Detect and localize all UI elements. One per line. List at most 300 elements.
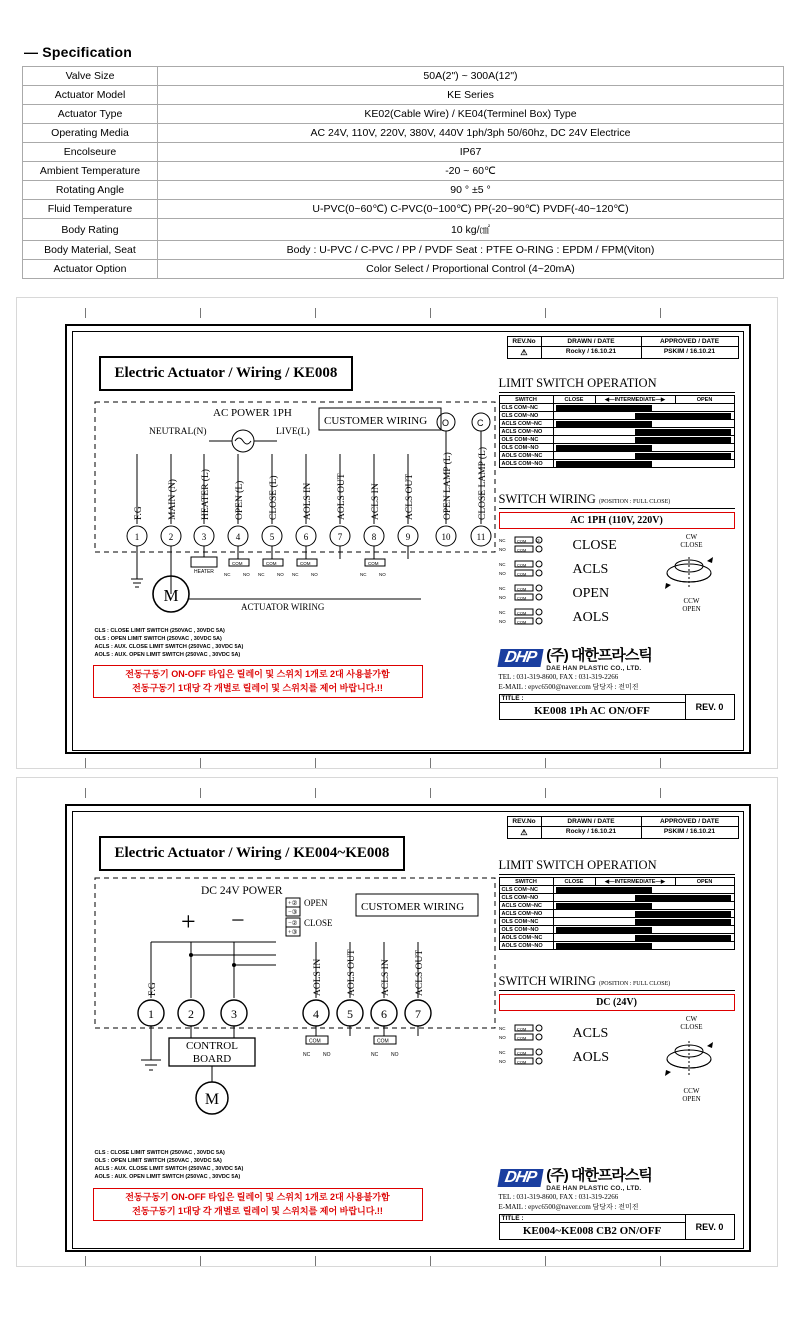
wiring-schematic	[91, 394, 531, 624]
lsop-h-intermediate: ◀—INTERMEDIATE—▶	[595, 878, 675, 886]
svg-text:−: −	[230, 908, 245, 934]
svg-text:MAIN (N): MAIN (N)	[167, 479, 178, 520]
company-name-en: DAE HAN PLASTIC CO., LTD.	[546, 665, 642, 672]
svg-text:COM: COM	[367, 561, 378, 566]
drawing-heading: Electric Actuator / Wiring / KE004~KE008	[99, 836, 406, 871]
svg-text:O: O	[441, 418, 449, 428]
sheet-inner-frame	[72, 331, 744, 751]
document-page	[0, 44, 793, 1267]
table-row	[23, 67, 784, 86]
lsop-row-bar	[553, 436, 734, 444]
drawing-sheet-ke004-ke008	[16, 777, 778, 1267]
table-row	[499, 894, 734, 902]
ruler-ticks-bottom	[25, 758, 769, 770]
svg-text:C: C	[476, 418, 483, 428]
svg-text:COM: COM	[231, 561, 242, 566]
legend-line: ACLS : AUX. CLOSE LIMIT SWITCH (250VAC , 30VDC 5A)	[94, 1165, 244, 1172]
title-label: TITLE :	[500, 1215, 685, 1223]
spec-key: Fluid Temperature	[23, 200, 158, 219]
svg-text:2: 2	[168, 532, 173, 542]
table-row	[499, 942, 734, 950]
switch-label: AOLS	[572, 1050, 610, 1065]
legend-line: OLS : OPEN LIMIT SWITCH (250VAC , 30VDC 5A)	[94, 1157, 222, 1164]
lsop-h-close: CLOSE	[553, 878, 595, 886]
switch-wiring-title-text: SWITCH WIRING	[498, 974, 596, 988]
legend-line: ACLS : AUX. CLOSE LIMIT SWITCH (250VAC , 30VDC 5A)	[94, 643, 244, 650]
company-email: E-MAIL : epvc6500@naver.com 담당자 : 전미진	[498, 1203, 639, 1212]
table-row	[499, 460, 734, 468]
rotation-icon	[649, 1031, 729, 1087]
spec-value: Color Select / Proportional Control (4~20mA)	[158, 260, 784, 279]
svg-text:ACLS IN: ACLS IN	[370, 483, 381, 520]
warning-line: 전동구동기 1대당 각 개별로 릴레이 및 스위치를 제어 바랍니다.!!	[132, 1205, 383, 1216]
lsop-row-label: ACLS COM~NC	[499, 902, 553, 910]
svg-text:NO: NO	[498, 1035, 506, 1040]
switch-symbol	[499, 1047, 569, 1069]
spec-value: KE02(Cable Wire) / KE04(Terminel Box) Type	[158, 105, 784, 124]
limit-switch-table	[499, 877, 735, 950]
svg-text:NO: NO	[378, 572, 386, 577]
spec-key: Encolseure	[23, 143, 158, 162]
svg-text:OPEN (L): OPEN (L)	[234, 480, 245, 520]
svg-text:7: 7	[337, 532, 342, 542]
svg-text:ACLS OUT: ACLS OUT	[414, 949, 425, 996]
power-type-box: AC 1PH (110V, 220V)	[499, 512, 735, 529]
svg-text:+: +	[180, 907, 196, 936]
drawing-heading: Electric Actuator / Wiring / KE008	[99, 356, 354, 391]
lsop-row-label: AOLS COM~NC	[499, 452, 553, 460]
switch-label: AOLS	[572, 610, 610, 625]
table-row	[499, 926, 734, 934]
table-header-row	[499, 878, 734, 886]
switch-label: ACLS	[572, 1026, 609, 1041]
svg-text:COM: COM	[516, 571, 526, 577]
rotation-diagram	[649, 1015, 735, 1103]
svg-text:10: 10	[441, 532, 450, 542]
svg-text:CONTROL: CONTROL	[185, 1040, 238, 1052]
svg-text:COM: COM	[376, 1038, 389, 1045]
svg-text:NC: NC	[498, 586, 505, 591]
titleblock-drawn-value: Rocky / 16.10.21	[542, 827, 642, 838]
svg-text:6: 6	[303, 532, 308, 542]
titleblock	[507, 336, 739, 359]
table-row	[23, 143, 784, 162]
table-row	[499, 910, 734, 918]
svg-text:COM: COM	[265, 561, 276, 566]
spec-key: Body Material, Seat	[23, 241, 158, 260]
titleblock-drawn-header: DRAWN / DATE	[542, 337, 642, 346]
svg-text:OPEN LAMP (L): OPEN LAMP (L)	[442, 452, 453, 520]
cw-close-label: CLOSE	[680, 541, 703, 549]
title-label: TITLE :	[500, 695, 685, 703]
svg-text:COM: COM	[516, 595, 526, 601]
svg-text:COM: COM	[299, 561, 310, 566]
lsop-row-label: CLS COM~NC	[499, 886, 553, 894]
warning-message	[93, 665, 423, 698]
svg-text:COM: COM	[516, 1026, 526, 1032]
switch-wiring-panel	[499, 974, 735, 1103]
lsop-row-label: AOLS COM~NO	[499, 460, 553, 468]
titleblock-drawn-header: DRAWN / DATE	[542, 817, 642, 826]
titleblock	[507, 816, 739, 839]
switch-terminal-aols	[499, 607, 649, 629]
spec-key: Actuator Model	[23, 86, 158, 105]
svg-text:NC: NC	[498, 1026, 505, 1031]
switch-symbol	[499, 535, 569, 557]
switch-symbol	[499, 583, 569, 605]
warning-message	[93, 1188, 423, 1221]
svg-text:CLOSE: CLOSE	[303, 918, 333, 928]
lsop-h-intermediate: ◀—INTERMEDIATE—▶	[595, 396, 675, 404]
svg-text:NO: NO	[498, 619, 506, 624]
limit-switch-title: LIMIT SWITCH OPERATION	[499, 376, 735, 393]
svg-text:M: M	[162, 586, 179, 605]
svg-text:DC 24V POWER: DC 24V POWER	[200, 885, 283, 897]
lsop-row-bar	[553, 894, 734, 902]
switch-label: CLOSE	[572, 538, 617, 553]
rotation-diagram	[649, 533, 735, 631]
legend-block	[95, 1150, 244, 1182]
table-row	[499, 934, 734, 942]
company-name-ko: (주) 대한프라스틱	[546, 647, 652, 664]
svg-text:NO: NO	[310, 572, 318, 577]
spec-key: Ambient Temperature	[23, 162, 158, 181]
svg-text:AOLS IN: AOLS IN	[312, 958, 323, 996]
ccw-label: CCW	[683, 1087, 700, 1095]
spec-value: 90 ° ±5 °	[158, 181, 784, 200]
svg-text:①: ①	[536, 538, 540, 543]
svg-text:NC: NC	[257, 572, 264, 577]
svg-text:F.G: F.G	[133, 506, 144, 520]
spec-value: 10 kg/㎠	[158, 219, 784, 241]
drawing-title-row	[499, 1214, 735, 1240]
titleblock-rev-header: REV.No	[508, 817, 542, 826]
svg-text:11: 11	[476, 532, 485, 542]
svg-text:3: 3	[201, 532, 206, 542]
svg-text:7: 7	[414, 1007, 421, 1021]
titleblock-approved-value: PSKIM / 16.10.21	[663, 348, 716, 355]
svg-text:NC: NC	[498, 562, 505, 567]
wiring-schematic-svg	[91, 394, 531, 629]
table-row	[499, 902, 734, 910]
spec-value: IP67	[158, 143, 784, 162]
warning-line: 전동구동기 ON-OFF 타입은 릴레이 및 스위치 1개로 2대 사용불가함	[125, 669, 390, 679]
table-row	[23, 105, 784, 124]
company-block	[499, 644, 735, 720]
lsop-row-label: OLS COM~NC	[499, 436, 553, 444]
switch-label: OPEN	[572, 586, 610, 601]
spec-key: Actuator Type	[23, 105, 158, 124]
lsop-row-bar	[553, 910, 734, 918]
table-row	[499, 436, 734, 444]
company-name-en: DAE HAN PLASTIC CO., LTD.	[546, 1185, 642, 1192]
switch-symbol	[499, 1023, 569, 1045]
lsop-row-bar	[553, 452, 734, 460]
svg-text:5: 5	[269, 532, 274, 542]
spec-key: Operating Media	[23, 124, 158, 143]
lsop-h-close: CLOSE	[553, 396, 595, 404]
lsop-row-label: ACLS COM~NO	[499, 910, 553, 918]
svg-text:F.G: F.G	[147, 982, 158, 996]
svg-text:CLOSE (L): CLOSE (L)	[268, 475, 279, 520]
table-row	[499, 404, 734, 412]
svg-text:5: 5	[346, 1007, 353, 1021]
lsop-row-label: CLS COM~NC	[499, 404, 553, 412]
company-block	[499, 1164, 735, 1240]
ruler-ticks-bottom	[25, 1256, 769, 1268]
spec-value: AC 24V, 110V, 220V, 380V, 440V 1ph/3ph 50/60hz, DC 24V Electrice	[158, 124, 784, 143]
svg-text:COM: COM	[516, 619, 526, 625]
spec-value: 50A(2") ~ 300A(12")	[158, 67, 784, 86]
lsop-h-open: OPEN	[675, 878, 734, 886]
svg-text:NEUTRAL(N): NEUTRAL(N)	[148, 427, 207, 437]
lsop-h-switch: SWITCH	[499, 396, 553, 404]
svg-text:NC: NC	[302, 1052, 310, 1058]
lsop-row-bar	[553, 926, 734, 934]
titleblock-rev-header: REV.No	[508, 337, 542, 346]
ruler-ticks-top	[25, 308, 769, 320]
ruler-ticks-top	[25, 788, 769, 800]
svg-text:+③: +③	[287, 929, 297, 936]
specification-table	[22, 66, 784, 279]
svg-text:CUSTOMER WIRING: CUSTOMER WIRING	[323, 415, 427, 427]
svg-text:OPEN: OPEN	[303, 898, 328, 908]
switch-terminal-open	[499, 583, 649, 605]
lsop-h-switch: SWITCH	[499, 878, 553, 886]
svg-text:LIVE(L): LIVE(L)	[275, 427, 310, 437]
lsop-row-label: AOLS COM~NO	[499, 942, 553, 950]
table-row	[499, 886, 734, 894]
switch-terminal-close	[499, 535, 649, 557]
table-row	[23, 124, 784, 143]
legend-line: AOLS : AUX. OPEN LIMIT SWITCH (250VAC , 30VDC 5A)	[94, 651, 241, 658]
lsop-row-label: ACLS COM~NC	[499, 420, 553, 428]
svg-text:3: 3	[230, 1007, 237, 1021]
cw-label: CW	[685, 1015, 698, 1023]
sheet-frame	[65, 804, 751, 1252]
lsop-row-bar	[553, 942, 734, 950]
ccw-open-label: OPEN	[682, 605, 701, 613]
table-header-row	[499, 396, 734, 404]
svg-text:COM: COM	[516, 547, 526, 553]
dhp-logo: DHP	[497, 1169, 543, 1187]
svg-text:1: 1	[134, 532, 139, 542]
company-tel: TEL : 031-319-8600, FAX : 031-319-2266	[498, 1193, 619, 1201]
svg-text:9: 9	[405, 532, 410, 542]
table-row	[23, 86, 784, 105]
warning-line: 전동구동기 ON-OFF 타입은 릴레이 및 스위치 1개로 2대 사용불가함	[125, 1192, 390, 1202]
lsop-h-open: OPEN	[675, 396, 734, 404]
svg-text:+②: +②	[287, 900, 297, 907]
svg-text:NO: NO	[242, 572, 250, 577]
switch-symbol	[499, 559, 569, 581]
lsop-row-bar	[553, 428, 734, 436]
limit-switch-operation-panel	[499, 376, 735, 468]
table-row	[23, 260, 784, 279]
sheet-frame	[65, 324, 751, 754]
svg-text:NO: NO	[498, 547, 506, 552]
company-email: E-MAIL : epvc6500@naver.com 담당자 : 전미진	[498, 683, 639, 692]
lsop-row-label: OLS COM~NO	[499, 926, 553, 934]
svg-text:AC POWER 1PH: AC POWER 1PH	[212, 407, 292, 419]
titleblock-approved-header: APPROVED / DATE	[659, 818, 720, 825]
svg-text:BOARD: BOARD	[192, 1053, 231, 1065]
svg-text:COM: COM	[516, 1035, 526, 1041]
svg-text:−③: −③	[287, 909, 297, 916]
table-row	[23, 219, 784, 241]
switch-wiring-title-text: SWITCH WIRING	[498, 492, 596, 506]
legend-line: OLS : OPEN LIMIT SWITCH (250VAC , 30VDC 5A)	[94, 635, 222, 642]
ccw-label: CCW	[683, 597, 700, 605]
power-type-box: DC (24V)	[499, 994, 735, 1011]
svg-text:ACTUATOR WIRING: ACTUATOR WIRING	[240, 602, 324, 612]
svg-text:8: 8	[371, 532, 376, 542]
wiring-schematic	[91, 870, 531, 1140]
company-tel: TEL : 031-319-8600, FAX : 031-319-2266	[498, 673, 619, 681]
svg-text:CLOSE LAMP (L): CLOSE LAMP (L)	[477, 446, 488, 520]
svg-text:4: 4	[235, 532, 240, 542]
table-row	[499, 428, 734, 436]
svg-text:NO: NO	[322, 1052, 330, 1058]
switch-terminal-acls	[499, 1023, 649, 1045]
svg-text:NO: NO	[498, 1059, 506, 1064]
svg-text:1: 1	[147, 1007, 154, 1021]
svg-text:NO: NO	[498, 571, 506, 576]
lsop-row-label: CLS COM~NO	[499, 412, 553, 420]
revision-value: REV. 0	[695, 1222, 724, 1233]
svg-text:NO: NO	[276, 572, 284, 577]
svg-text:ACLS OUT: ACLS OUT	[404, 473, 415, 520]
lsop-row-label: AOLS COM~NC	[499, 934, 553, 942]
titleblock-rev-value: ⚠	[508, 827, 542, 838]
switch-terminal-acls	[499, 559, 649, 581]
svg-text:COM: COM	[516, 1050, 526, 1056]
spec-key: Actuator Option	[23, 260, 158, 279]
limit-switch-operation-panel	[499, 858, 735, 950]
title-value: KE008 1Ph AC ON/OFF	[534, 705, 650, 718]
svg-text:AOLS OUT: AOLS OUT	[336, 473, 347, 520]
svg-text:HEATER: HEATER	[193, 569, 214, 575]
svg-text:−②: −②	[287, 920, 297, 927]
drawing-title-row	[499, 694, 735, 720]
lsop-row-bar	[553, 886, 734, 894]
lsop-row-bar	[553, 460, 734, 468]
svg-text:NC: NC	[498, 538, 505, 543]
limit-switch-title: LIMIT SWITCH OPERATION	[499, 858, 735, 875]
revision-value: REV. 0	[695, 702, 724, 713]
switch-label: ACLS	[572, 562, 609, 577]
lsop-row-label: ACLS COM~NO	[499, 428, 553, 436]
lsop-row-bar	[553, 404, 734, 412]
table-row	[499, 452, 734, 460]
svg-text:M: M	[204, 1091, 219, 1108]
table-row	[499, 412, 734, 420]
svg-text:CUSTOMER WIRING: CUSTOMER WIRING	[360, 901, 464, 913]
warning-line: 전동구동기 1대당 각 개별로 릴레이 및 스위치를 제어 바랍니다.!!	[132, 682, 383, 693]
spec-key: Rotating Angle	[23, 181, 158, 200]
title-value: KE004~KE008 CB2 ON/OFF	[522, 1225, 662, 1238]
switch-wiring-subtitle: (POSITION : FULL CLOSE)	[598, 499, 671, 505]
limit-switch-table	[499, 395, 735, 468]
dhp-logo: DHP	[497, 649, 543, 667]
legend-line: CLS : CLOSE LIMIT SWITCH (250VAC , 30VDC 5A)	[94, 628, 225, 634]
svg-text:AOLS IN: AOLS IN	[302, 482, 313, 520]
svg-text:NC: NC	[359, 572, 366, 577]
svg-text:COM: COM	[516, 538, 526, 544]
ccw-open-label: OPEN	[682, 1095, 701, 1103]
titleblock-approved-value: PSKIM / 16.10.21	[663, 828, 716, 835]
spec-key: Valve Size	[23, 67, 158, 86]
table-row	[499, 444, 734, 452]
company-name-ko: (주) 대한프라스틱	[546, 1167, 652, 1184]
svg-text:AOLS OUT: AOLS OUT	[346, 949, 357, 996]
svg-text:ACLS IN: ACLS IN	[380, 959, 391, 996]
svg-text:COM: COM	[516, 586, 526, 592]
lsop-row-bar	[553, 420, 734, 428]
table-row	[23, 241, 784, 260]
spec-value: -20 ~ 60℃	[158, 162, 784, 181]
spec-value: KE Series	[158, 86, 784, 105]
lsop-row-bar	[553, 918, 734, 926]
switch-wiring-title	[499, 492, 735, 509]
table-row	[499, 918, 734, 926]
switch-wiring-subtitle: (POSITION : FULL CLOSE)	[598, 981, 671, 987]
switch-wiring-title	[499, 974, 735, 991]
legend-line: CLS : CLOSE LIMIT SWITCH (250VAC , 30VDC 5A)	[94, 1150, 225, 1156]
svg-text:NO: NO	[498, 595, 506, 600]
wiring-schematic-svg	[91, 870, 531, 1140]
svg-text:COM: COM	[516, 1059, 526, 1065]
spec-value: Body : U-PVC / C-PVC / PP / PVDF Seat : PTFE O-RING : EPDM / FPM(Viton)	[158, 241, 784, 260]
table-row	[499, 420, 734, 428]
svg-text:NC: NC	[498, 610, 505, 615]
table-row	[23, 162, 784, 181]
spec-key: Body Rating	[23, 219, 158, 241]
table-row	[23, 200, 784, 219]
lsop-row-label: CLS COM~NO	[499, 894, 553, 902]
lsop-row-bar	[553, 902, 734, 910]
lsop-row-bar	[553, 934, 734, 942]
svg-text:4: 4	[312, 1007, 319, 1021]
switch-terminal-aols	[499, 1047, 649, 1069]
lsop-row-bar	[553, 444, 734, 452]
cw-close-label: CLOSE	[680, 1023, 703, 1031]
svg-text:NC: NC	[291, 572, 298, 577]
legend-line: AOLS : AUX. OPEN LIMIT SWITCH (250VAC , 30VDC 5A)	[94, 1173, 241, 1180]
switch-wiring-panel	[499, 492, 735, 631]
svg-text:COM: COM	[516, 562, 526, 568]
lsop-row-label: OLS COM~NC	[499, 918, 553, 926]
svg-text:NO: NO	[390, 1052, 398, 1058]
lsop-row-bar	[553, 412, 734, 420]
titleblock-approved-header: APPROVED / DATE	[659, 338, 720, 345]
svg-text:HEATER (L): HEATER (L)	[200, 469, 211, 520]
specification-title: — Specification	[24, 44, 133, 60]
cw-label: CW	[685, 533, 698, 541]
svg-text:NC: NC	[223, 572, 230, 577]
svg-text:2: 2	[187, 1007, 194, 1021]
sheet-inner-frame	[72, 811, 744, 1249]
legend-block	[95, 628, 244, 660]
drawing-sheet-ke008	[16, 297, 778, 769]
rotation-icon	[649, 549, 729, 597]
titleblock-drawn-value: Rocky / 16.10.21	[542, 347, 642, 358]
titleblock-rev-value: ⚠	[508, 347, 542, 358]
svg-text:NC: NC	[498, 1050, 505, 1055]
svg-text:COM: COM	[516, 610, 526, 616]
svg-text:NC: NC	[370, 1052, 378, 1058]
switch-symbol	[499, 607, 569, 629]
